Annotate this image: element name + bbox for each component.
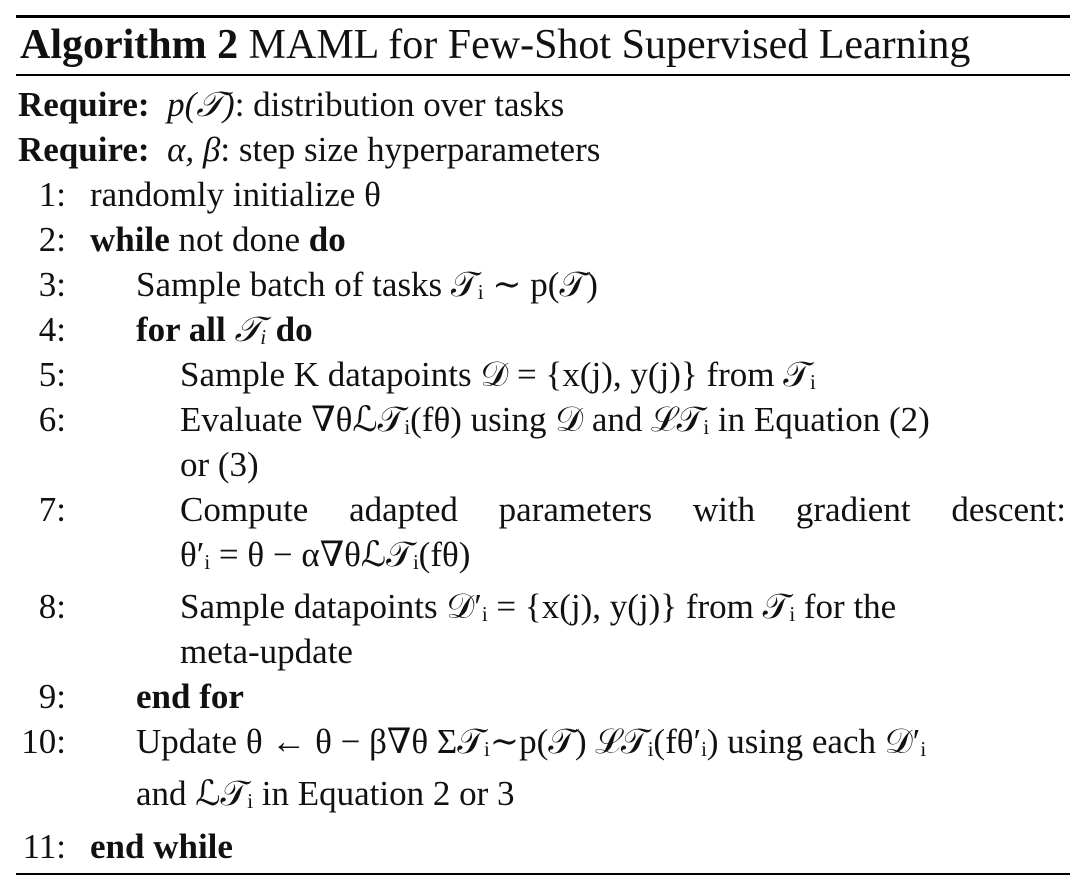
require-line-2 bbox=[18, 128, 600, 172]
while-keyword: while bbox=[90, 220, 170, 259]
do-keyword: do bbox=[275, 310, 313, 349]
step-number: 3: bbox=[38, 265, 66, 304]
step-8-continuation: meta-update bbox=[180, 632, 353, 671]
require-line-1 bbox=[18, 83, 564, 127]
step-7-continuation: θ′ᵢ = θ − α∇θℒ𝒯ᵢ(fθ) bbox=[180, 535, 471, 574]
step-number: 10: bbox=[21, 722, 66, 761]
algorithm-label: Algorithm 2 bbox=[20, 22, 239, 68]
for-all-keyword: for all bbox=[136, 310, 226, 349]
step-number: 6: bbox=[38, 400, 66, 439]
require-keyword: Require: bbox=[18, 85, 150, 124]
end-while-keyword: end while bbox=[90, 827, 233, 866]
step-number: 2: bbox=[38, 220, 66, 259]
algorithm-caption bbox=[20, 18, 970, 72]
step-number: 11: bbox=[22, 827, 66, 866]
step-number: 8: bbox=[38, 587, 66, 626]
step-5-text: Sample K datapoints 𝒟 = {x(j), y(j)} from 𝒯ᵢ bbox=[180, 355, 816, 394]
step-3-text: Sample batch of tasks 𝒯ᵢ ∼ p(𝒯) bbox=[136, 265, 598, 304]
bottom-rule bbox=[16, 873, 1070, 875]
step-4-text: for all 𝒯ᵢ do bbox=[136, 310, 313, 349]
require-text: : step size hyperparameters bbox=[220, 130, 601, 169]
step-6-text: Evaluate ∇θℒ𝒯ᵢ(fθ) using 𝒟 and ℒ𝒯ᵢ in Equation (2) bbox=[180, 400, 930, 439]
end-for-keyword: end for bbox=[136, 677, 244, 716]
step-number: 4: bbox=[38, 310, 66, 349]
do-keyword: do bbox=[308, 220, 346, 259]
require-math: p(𝒯) bbox=[167, 85, 235, 124]
step-number: 9: bbox=[38, 677, 66, 716]
step-number: 7: bbox=[38, 490, 66, 529]
step-number: 5: bbox=[38, 355, 66, 394]
step-10-text: Update θ ← θ − β∇θ Σ𝒯ᵢ∼p(𝒯) ℒ𝒯ᵢ(fθ′ᵢ) using each 𝒟′ᵢ bbox=[136, 722, 927, 761]
step-number: 1: bbox=[38, 175, 66, 214]
caption-rule bbox=[16, 74, 1070, 76]
algorithm-title: MAML for Few-Shot Supervised Learning bbox=[248, 22, 971, 68]
step-10-continuation: and ℒ𝒯ᵢ in Equation 2 or 3 bbox=[136, 774, 515, 813]
step-1-text: randomly initialize θ bbox=[90, 175, 381, 214]
require-text: : distribution over tasks bbox=[234, 85, 565, 124]
require-math: α, β bbox=[167, 130, 221, 169]
step-8-text: Sample datapoints 𝒟′ᵢ = {x(j), y(j)} from 𝒯ᵢ for the bbox=[180, 587, 897, 626]
require-keyword: Require: bbox=[18, 130, 150, 169]
step-7-text: Compute adapted parameters with gradient descent: bbox=[180, 490, 1066, 529]
step-6-continuation: or (3) bbox=[180, 445, 259, 484]
step-2-text: while not done do bbox=[90, 220, 346, 259]
